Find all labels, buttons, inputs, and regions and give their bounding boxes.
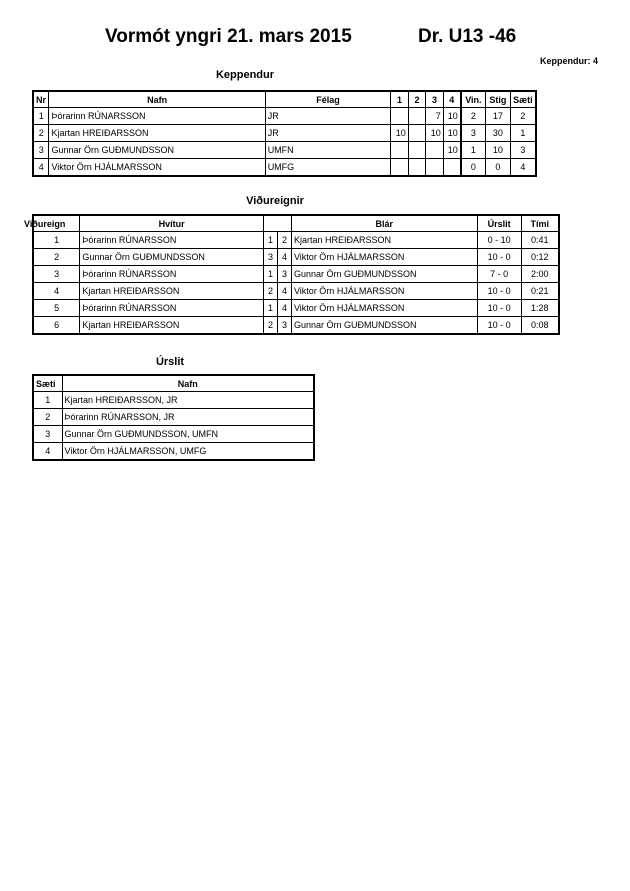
player-club: JR	[265, 108, 391, 125]
player-place: 1	[510, 125, 536, 142]
result-place: 4	[33, 443, 62, 461]
result-name: Viktor Örn HJÁLMARSSON, UMFG	[62, 443, 314, 461]
match-white: Þórarinn RÚNARSSON	[80, 266, 264, 283]
col-blue: Blár	[291, 215, 477, 232]
match-blue: Viktor Örn HJÁLMARSSON	[291, 300, 477, 317]
player-points: 0	[486, 159, 511, 177]
match-result: 7 - 0	[477, 266, 521, 283]
match-row	[33, 266, 559, 283]
player-r1	[391, 159, 409, 177]
result-row	[33, 443, 314, 461]
player-club: UMFG	[265, 159, 391, 177]
result-row	[33, 392, 314, 409]
player-r2	[408, 142, 426, 159]
match-blue-nr: 3	[278, 266, 292, 283]
results-header-row	[33, 375, 314, 392]
match-blue-nr: 4	[278, 249, 292, 266]
player-row	[33, 159, 536, 177]
match-time: 1:28	[521, 300, 559, 317]
match-time: 2:00	[521, 266, 559, 283]
col-white: Hvítur	[80, 215, 264, 232]
col-nums	[264, 215, 292, 232]
result-place: 3	[33, 426, 62, 443]
player-r3: 10	[426, 125, 444, 142]
matches-header-row	[33, 215, 559, 232]
player-wins: 1	[461, 142, 486, 159]
result-place: 1	[33, 392, 62, 409]
player-points: 17	[486, 108, 511, 125]
matches-heading: Viðureignir	[246, 195, 304, 207]
match-white: Gunnar Örn GUÐMUNDSSON	[80, 249, 264, 266]
col-r1: 1	[391, 91, 409, 108]
result-place: 2	[33, 409, 62, 426]
results-table	[32, 374, 315, 461]
match-blue-nr: 4	[278, 283, 292, 300]
player-row	[33, 142, 536, 159]
col-result: Úrslit	[477, 215, 521, 232]
col-club: Félag	[265, 91, 391, 108]
player-name: Kjartan HREIÐARSSON	[49, 125, 265, 142]
player-wins: 0	[461, 159, 486, 177]
col-place: Sæti	[510, 91, 536, 108]
player-r4	[443, 159, 461, 177]
match-row	[33, 249, 559, 266]
match-row	[33, 232, 559, 249]
player-club: JR	[265, 125, 391, 142]
match-blue: Gunnar Örn GUÐMUNDSSON	[291, 317, 477, 335]
matches-table	[24, 214, 560, 335]
match-white: Kjartan HREIÐARSSON	[80, 317, 264, 335]
col-results-name: Nafn	[62, 375, 314, 392]
player-points: 10	[486, 142, 511, 159]
player-r4: 10	[443, 108, 461, 125]
player-r2	[408, 108, 426, 125]
col-name: Nafn	[49, 91, 265, 108]
player-r1	[391, 142, 409, 159]
player-nr: 4	[33, 159, 49, 177]
player-nr: 2	[33, 125, 49, 142]
col-r4: 4	[443, 91, 461, 108]
player-club: UMFN	[265, 142, 391, 159]
col-results-place: Sæti	[33, 375, 62, 392]
player-nr: 3	[33, 142, 49, 159]
col-match-no: Viðureign	[33, 215, 80, 232]
match-time: 0:08	[521, 317, 559, 335]
player-count: Keppendur: 4	[539, 56, 598, 66]
col-time: Tími	[521, 215, 559, 232]
col-nr: Nr	[33, 91, 49, 108]
player-r3	[426, 142, 444, 159]
player-row	[33, 108, 536, 125]
match-blue: Kjartan HREIÐARSSON	[291, 232, 477, 249]
match-no: 3	[33, 266, 80, 283]
match-white-nr: 3	[264, 249, 278, 266]
match-no: 2	[33, 249, 80, 266]
players-header-row	[33, 91, 536, 108]
group-title: Dr. U13 -46	[418, 26, 517, 47]
match-no: 1	[33, 232, 80, 249]
result-row	[33, 409, 314, 426]
result-name: Gunnar Örn GUÐMUNDSSON, UMFN	[62, 426, 314, 443]
player-wins: 2	[461, 108, 486, 125]
event-title: Vormót yngri 21. mars 2015	[105, 26, 352, 47]
result-row	[33, 426, 314, 443]
match-row	[33, 317, 559, 335]
player-place: 2	[510, 108, 536, 125]
col-r3: 3	[426, 91, 444, 108]
match-white: Þórarinn RÚNARSSON	[80, 232, 264, 249]
match-no: 4	[33, 283, 80, 300]
match-white-nr: 2	[264, 283, 278, 300]
player-name: Gunnar Örn GUÐMUNDSSON	[49, 142, 265, 159]
col-points: Stig	[486, 91, 511, 108]
player-row	[33, 125, 536, 142]
match-result: 10 - 0	[477, 317, 521, 335]
match-blue-nr: 4	[278, 300, 292, 317]
col-wins: Vin.	[461, 91, 486, 108]
match-blue: Gunnar Örn GUÐMUNDSSON	[291, 266, 477, 283]
match-time: 0:41	[521, 232, 559, 249]
match-white-nr: 1	[264, 300, 278, 317]
match-time: 0:21	[521, 283, 559, 300]
players-heading: Keppendur	[215, 69, 275, 81]
player-name: Þórarinn RÚNARSSON	[49, 108, 265, 125]
match-row	[33, 283, 559, 300]
match-row	[33, 300, 559, 317]
match-blue-nr: 2	[278, 232, 292, 249]
match-blue: Viktor Örn HJÁLMARSSON	[291, 283, 477, 300]
player-r1: 10	[391, 125, 409, 142]
match-blue-nr: 3	[278, 317, 292, 335]
match-white-nr: 2	[264, 317, 278, 335]
player-place: 4	[510, 159, 536, 177]
player-points: 30	[486, 125, 511, 142]
result-name: Kjartan HREIÐARSSON, JR	[62, 392, 314, 409]
player-r2	[408, 159, 426, 177]
player-nr: 1	[33, 108, 49, 125]
players-table	[32, 90, 537, 177]
match-white: Kjartan HREIÐARSSON	[80, 283, 264, 300]
player-r3: 7	[426, 108, 444, 125]
match-white-nr: 1	[264, 232, 278, 249]
match-white: Þórarinn RÚNARSSON	[80, 300, 264, 317]
player-r4: 10	[443, 142, 461, 159]
results-heading: Úrslit	[155, 356, 185, 368]
match-white-nr: 1	[264, 266, 278, 283]
match-time: 0:12	[521, 249, 559, 266]
match-result: 10 - 0	[477, 283, 521, 300]
match-no: 6	[33, 317, 80, 335]
player-name: Viktor Örn HJÁLMARSSON	[49, 159, 265, 177]
result-name: Þórarinn RÚNARSSON, JR	[62, 409, 314, 426]
player-r4: 10	[443, 125, 461, 142]
match-no: 5	[33, 300, 80, 317]
match-result: 0 - 10	[477, 232, 521, 249]
match-result: 10 - 0	[477, 249, 521, 266]
match-blue: Viktor Örn HJÁLMARSSON	[291, 249, 477, 266]
player-wins: 3	[461, 125, 486, 142]
match-result: 10 - 0	[477, 300, 521, 317]
player-r1	[391, 108, 409, 125]
player-r3	[426, 159, 444, 177]
col-r2: 2	[408, 91, 426, 108]
player-r2	[408, 125, 426, 142]
player-place: 3	[510, 142, 536, 159]
